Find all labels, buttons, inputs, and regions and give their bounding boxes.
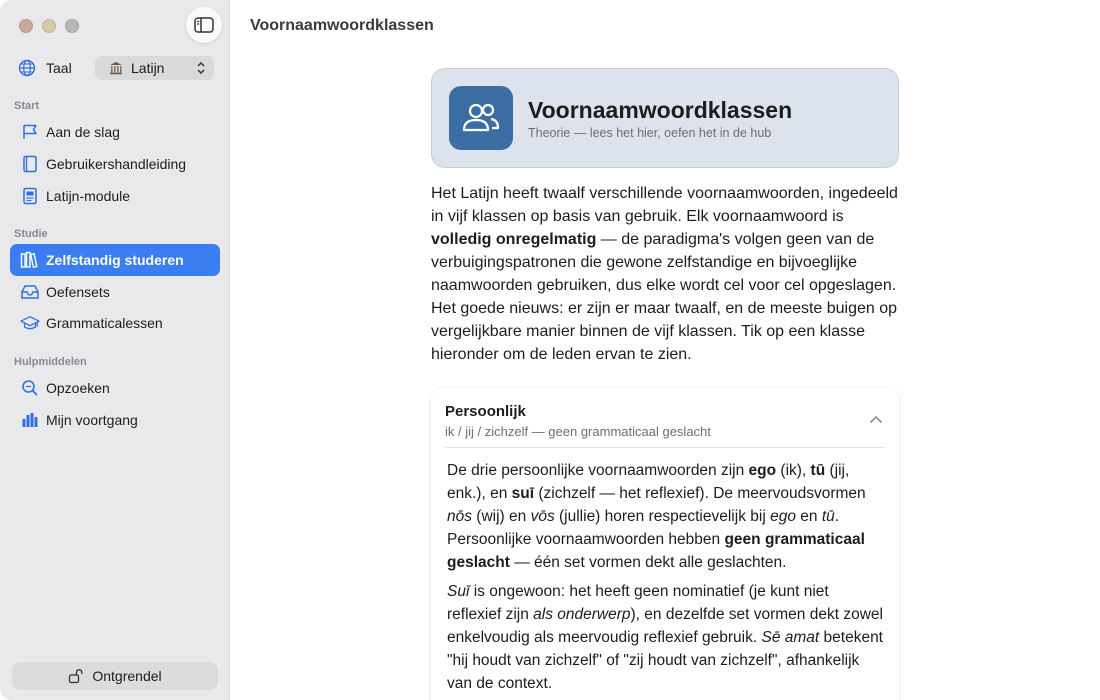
text: (ik), (776, 462, 811, 479)
term: geen grammaticaal geslacht (447, 531, 865, 571)
tray-icon (20, 282, 40, 302)
card-subtitle: ik / jij / zichzelf — geen grammaticaal geslacht (445, 424, 711, 439)
unlock-button[interactable] (12, 662, 218, 690)
sidebar-item-gebruikershandleiding[interactable] (10, 148, 220, 180)
term: Sē amat (761, 629, 820, 646)
books-icon (20, 250, 40, 270)
magnifier-icon (20, 378, 40, 398)
sidebar-item-label: Zelfstandig studeren (46, 252, 184, 268)
sidebar-item-label: Gebruikershandleiding (46, 156, 187, 172)
text: De drie persoonlijke voornaamwoorden zijn (447, 462, 749, 479)
book-icon (20, 154, 40, 174)
unlock-label: Ontgrendel (92, 668, 162, 684)
language-label: Taal (46, 60, 72, 76)
zoom-window-button[interactable] (65, 19, 79, 33)
term: ego (748, 462, 777, 479)
term: tū (810, 462, 826, 479)
card-title: Persoonlijk (445, 403, 526, 420)
sidebar-item-label: Opzoeken (46, 380, 110, 396)
section-heading-hulpmiddelen: Hulpmiddelen (14, 356, 87, 368)
temple-icon (109, 61, 123, 75)
text: is ongewoon: het heeft geen nominatief (je kunt niet reflexief zijn (447, 583, 829, 623)
term: ego (770, 508, 796, 525)
text: (zichzelf — het reflexief). De meervoudsvormen (534, 485, 866, 502)
chevron-up-down-icon (196, 61, 206, 75)
language-select[interactable] (95, 56, 214, 80)
sidebar-item-label: Latijn-module (46, 188, 131, 204)
card-divider (445, 447, 885, 448)
card-paragraph (447, 580, 887, 695)
module-icon (20, 186, 40, 206)
text: (jij, enk.), en (447, 462, 850, 502)
text: betekent "hij houdt van zichzelf" of "zij houdt van zichzelf", afhankelijk van de context. (447, 629, 883, 692)
intro-emphasis: volledig onregelmatig (431, 231, 597, 248)
graduation-cap-icon (20, 313, 40, 333)
card-body (447, 459, 887, 700)
sidebar-icon (194, 17, 214, 33)
section-heading-studie: Studie (14, 228, 48, 240)
term: als onderwerp (533, 606, 631, 623)
hero-subtitle: Theorie — lees het hier, oefen het in de hub (528, 126, 772, 140)
text: en (795, 508, 822, 525)
flag-icon (20, 122, 40, 142)
text: (jullie) horen respectievelijk bij (554, 508, 771, 525)
intro-paragraph (431, 182, 906, 366)
main-content (231, 0, 1100, 700)
window-controls (19, 19, 79, 33)
sidebar-item-mijn-voortgang[interactable] (10, 404, 220, 436)
term: Suī (447, 583, 470, 600)
sidebar-item-label: Grammaticalessen (46, 315, 163, 331)
unlock-icon (68, 668, 84, 684)
hero-title: Voornaamwoordklassen (528, 97, 793, 123)
sidebar-item-aan-de-slag[interactable] (10, 116, 220, 148)
intro-text: — de paradigma's volgen geen van de verbuigingspatronen die gewone zelfstandige en bijvoeglijke naamwoorden gebruiken, dus elke wordt cel voor cel opgeslagen. Het goede nieuws: er zijn er maar twaalf, en de meeste buigen op vergelijkbare manier binnen de vijf klassen. Tik op een klasse hieronder om de leden ervan te zien. (431, 231, 898, 363)
term: suī (511, 485, 535, 502)
minimize-window-button[interactable] (42, 19, 56, 33)
text: ), en dezelfde set vormen dekt zowel enkelvoudig als meervoudig reflexief gebruik. (447, 606, 883, 646)
sidebar-item-label: Aan de slag (46, 124, 120, 140)
sidebar-item-oefensets[interactable] (10, 276, 220, 308)
chevron-up-icon[interactable] (869, 415, 883, 424)
intro-text: Het Latijn heeft twaalf verschillende voornaamwoorden, ingedeeld in vijf klassen op basis van gebruik. Elk voornaamwoord is (431, 185, 898, 225)
language-row (18, 56, 214, 80)
sidebar-item-opzoeken[interactable] (10, 372, 220, 404)
text: (wij) en (472, 508, 531, 525)
section-heading-start: Start (14, 100, 40, 112)
term: vōs (530, 508, 555, 525)
text: — één set vormen dekt alle geslachten. (509, 554, 787, 571)
sidebar-item-latijn-module[interactable] (10, 180, 220, 212)
language-select-value: Latijn (131, 60, 165, 76)
page-title: Voornaamwoordklassen (250, 17, 434, 34)
sidebar-item-label: Oefensets (46, 284, 110, 300)
sidebar-item-label: Mijn voortgang (46, 412, 138, 428)
people-icon (449, 86, 513, 150)
term: tū (821, 508, 835, 525)
text: . Persoonlijke voornaamwoorden hebben (447, 508, 840, 548)
sidebar (0, 0, 230, 700)
globe-icon (18, 59, 36, 77)
card-paragraph (447, 459, 887, 574)
term: nōs (447, 508, 472, 525)
close-window-button[interactable] (19, 19, 33, 33)
bar-chart-icon (20, 410, 40, 430)
sidebar-toggle-button[interactable] (186, 7, 222, 43)
hero-card (431, 68, 899, 168)
class-card-persoonlijk (431, 388, 899, 700)
sidebar-item-zelfstandig-studeren[interactable] (10, 244, 220, 276)
sidebar-item-grammaticalessen[interactable] (10, 307, 220, 339)
